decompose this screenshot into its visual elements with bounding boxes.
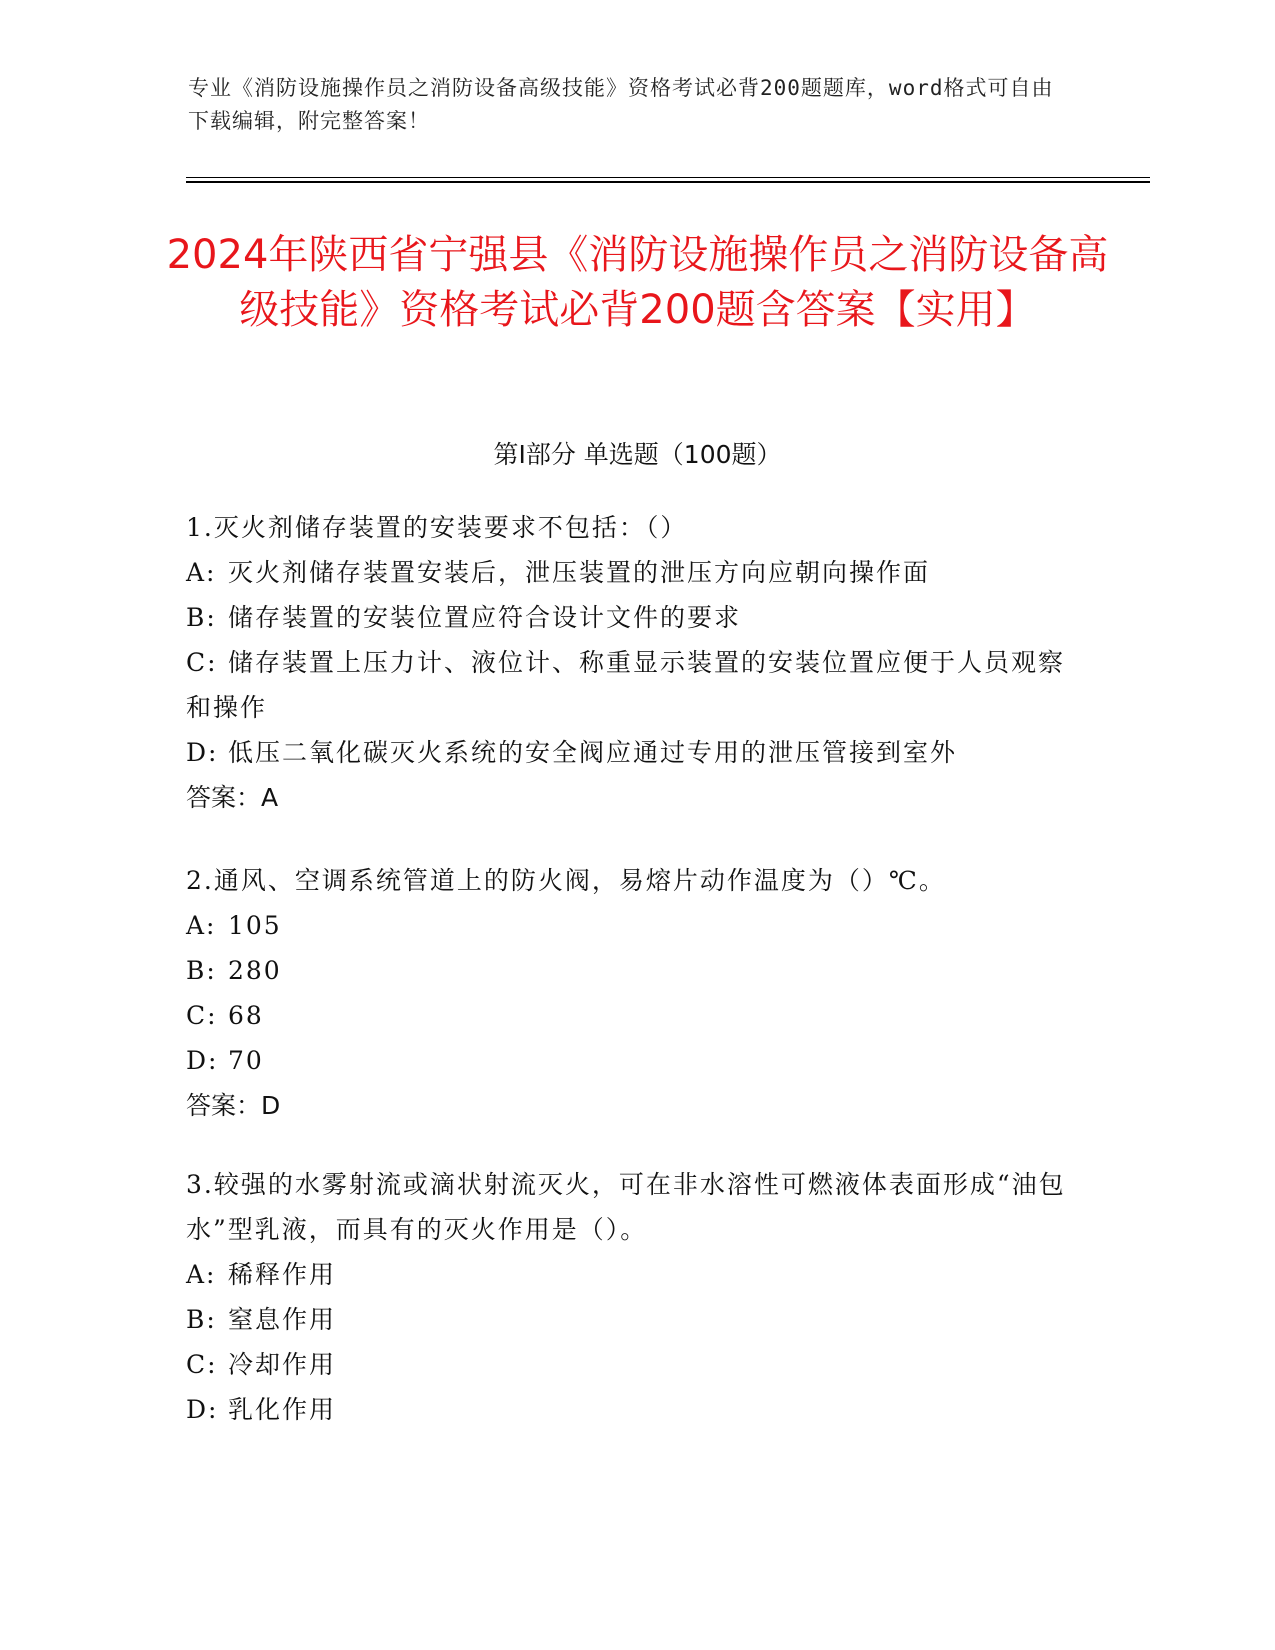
option-text: 储存装置的安装位置应符合设计文件的要求 (228, 603, 742, 632)
option-c (186, 640, 1086, 730)
option-text: 稀释作用 (228, 1260, 337, 1289)
option-text: 储存装置上压力计、液位计、称重显示装置的安装位置应便于人员观察和操作 (186, 648, 1066, 722)
option-label: A: (186, 1260, 217, 1289)
header-divider-thin (186, 177, 1150, 178)
option-b (186, 1297, 1086, 1342)
option-text: 窒息作用 (228, 1305, 337, 1334)
option-a (186, 550, 1086, 595)
question-stem: 3.较强的水雾射流或滴状射流灭火，可在非水溶性可燃液体表面形成“油包水”型乳液，而具有的灭火作用是（）。 (186, 1170, 1066, 1244)
option-c (186, 993, 1086, 1038)
question-stem: 2.通风、空调系统管道上的防火阀，易熔片动作温度为（）℃。 (186, 866, 946, 895)
option-d (186, 1387, 1086, 1432)
section-heading: 第Ⅰ部分 单选题（100题） (493, 440, 782, 469)
header-divider-thick (186, 181, 1150, 183)
option-label: C: (186, 1350, 218, 1379)
option-c (186, 1342, 1086, 1387)
option-text: 灭火剂储存装置安装后，泄压装置的泄压方向应朝向操作面 (228, 558, 931, 587)
option-label: D: (186, 1395, 219, 1424)
option-label: C: (186, 648, 218, 677)
option-a (186, 903, 1086, 948)
option-label: A: (186, 911, 217, 940)
option-text: 105 (228, 911, 282, 940)
option-label: B: (186, 1305, 217, 1334)
option-d (186, 730, 1086, 775)
option-d (186, 1038, 1086, 1083)
option-b (186, 948, 1086, 993)
question-3 (186, 1162, 1086, 1432)
question-stem: 1.灭火剂储存装置的安装要求不包括：（） (186, 513, 688, 542)
option-label: C: (186, 1001, 218, 1030)
answer-line: 答案：A (186, 783, 279, 812)
header-note: 专业《消防设施操作员之消防设备高级技能》资格考试必背200题题库，word格式可自由下载编辑，附完整答案！ (188, 76, 1054, 133)
option-text: 冷却作用 (228, 1350, 337, 1379)
option-label: B: (186, 603, 217, 632)
option-text: 70 (228, 1046, 264, 1075)
option-label: D: (186, 1046, 219, 1075)
option-text: 280 (228, 956, 282, 985)
option-b (186, 595, 1086, 640)
option-text: 68 (228, 1001, 264, 1030)
option-a (186, 1252, 1086, 1297)
option-label: B: (186, 956, 217, 985)
question-1 (186, 505, 1086, 820)
option-text: 乳化作用 (228, 1395, 337, 1424)
option-label: A: (186, 558, 217, 587)
document-title: 2024年陕西省宁强县《消防设施操作员之消防设备高级技能》资格考试必背200题含答案【实用】 (166, 232, 1109, 333)
option-text: 低压二氧化碳灭火系统的安全阀应通过专用的泄压管接到室外 (228, 738, 958, 767)
option-label: D: (186, 738, 219, 767)
answer-line: 答案：D (186, 1091, 281, 1120)
question-2 (186, 858, 1086, 1128)
